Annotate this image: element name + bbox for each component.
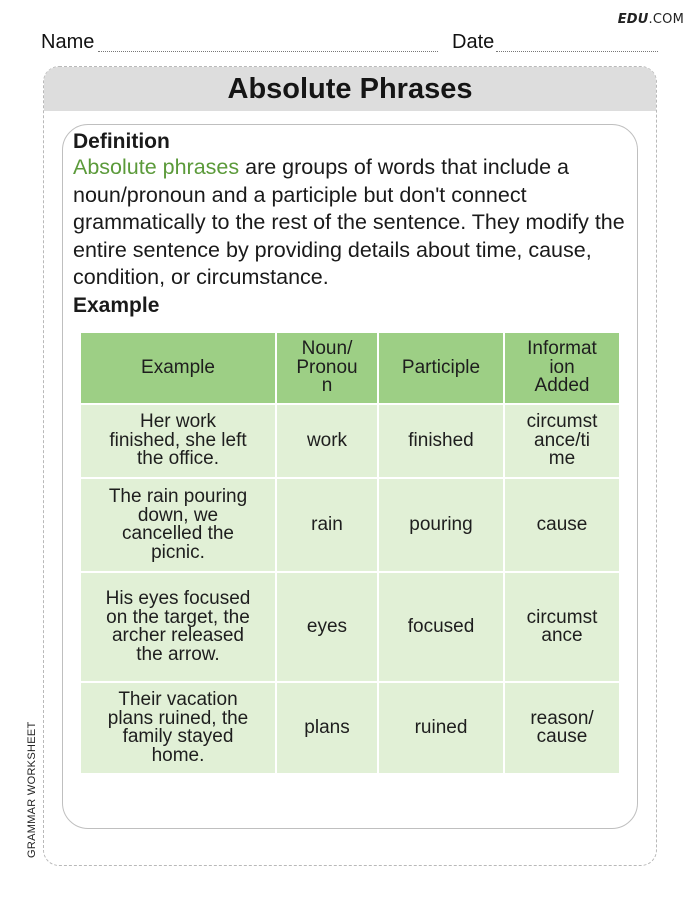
cell-participle: focused	[378, 572, 504, 682]
cell-noun: work	[276, 404, 378, 478]
table-row	[80, 682, 620, 774]
definition-text	[73, 154, 633, 292]
cell-info: cause	[504, 478, 620, 572]
header-information-added: Informat ion Added	[504, 332, 620, 404]
cell-example: Their vacation plans ruined, the family stayed home.	[80, 682, 276, 774]
definition-term: Absolute phrases	[73, 155, 240, 179]
example-heading: Example	[73, 294, 160, 317]
table-row	[80, 572, 620, 682]
name-label: Name	[41, 31, 95, 53]
date-label: Date	[452, 31, 495, 53]
table-header-row	[80, 332, 620, 404]
cell-info: circumst ance/ti me	[504, 404, 620, 478]
side-label: GRAMMAR WORKSHEET	[26, 721, 38, 858]
title-bar	[44, 67, 656, 111]
cell-example: The rain pouring down, we cancelled the picnic.	[80, 478, 276, 572]
cell-info: reason/ cause	[504, 682, 620, 774]
header-noun-pronoun: Noun/ Pronou n	[276, 332, 378, 404]
cell-participle: pouring	[378, 478, 504, 572]
page-title: Absolute Phrases	[227, 72, 473, 105]
definition-body: are groups of words that include a noun/pronoun and a participle but don't connect grammatically to the rest of the sentence. They modify the entire sentence by providing details about time, cause, condition, or circumstance.	[73, 155, 625, 289]
cell-example: His eyes focused on the target, the archer released the arrow.	[80, 572, 276, 682]
name-field[interactable]	[98, 51, 438, 52]
brand-logo: EDU.COM	[617, 12, 684, 27]
cell-example: Her work finished, she left the office.	[80, 404, 276, 478]
date-field[interactable]	[496, 51, 658, 52]
table-row	[80, 478, 620, 572]
cell-noun: eyes	[276, 572, 378, 682]
header-example: Example	[80, 332, 276, 404]
definition-heading: Definition	[73, 130, 170, 153]
cell-noun: rain	[276, 478, 378, 572]
example-table	[79, 331, 621, 775]
cell-participle: ruined	[378, 682, 504, 774]
cell-participle: finished	[378, 404, 504, 478]
table-row	[80, 404, 620, 478]
cell-noun: plans	[276, 682, 378, 774]
cell-info: circumst ance	[504, 572, 620, 682]
header-participle: Participle	[378, 332, 504, 404]
